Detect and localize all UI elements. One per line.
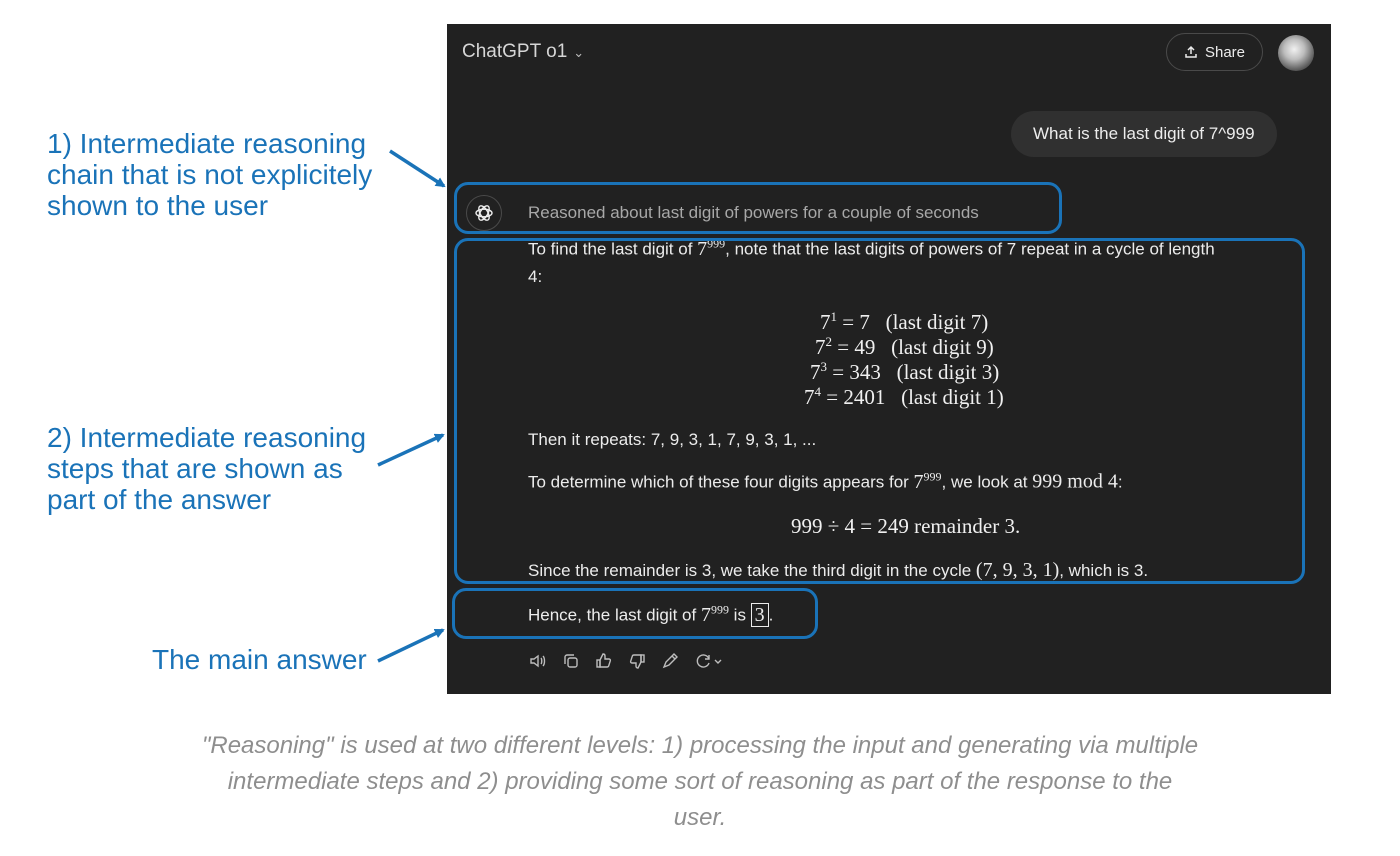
hence-text-2: is	[728, 605, 751, 625]
eq-base: 7	[804, 385, 815, 409]
eq-note: (last digit 7)	[885, 310, 989, 334]
highlight-shown-reasoning	[454, 238, 1305, 584]
determine-base: 7	[913, 470, 924, 493]
eq-base: 7	[815, 335, 826, 359]
eq-base: 7	[820, 310, 831, 334]
highlight-main-answer	[452, 588, 818, 639]
intro-exp: 999	[707, 236, 726, 250]
intro-base: 7	[697, 237, 708, 260]
determine-colon: :	[1117, 472, 1123, 492]
highlight-hidden-reasoning	[454, 182, 1062, 234]
since-text-2: , which is 3.	[1059, 561, 1149, 580]
hence-text: Hence, the last digit of	[528, 605, 701, 625]
eq-rhs: = 49	[837, 335, 876, 359]
annotation-hidden-reasoning: 1) Intermediate reasoning chain that is not explicitely shown to the user	[47, 128, 373, 221]
thumbs-up-icon[interactable]	[594, 651, 614, 671]
eq-note: (last digit 9)	[891, 335, 994, 359]
since-text: Since the remainder is 3, we take the third digit in the cycle	[528, 561, 976, 580]
eq-note: (last digit 1)	[901, 385, 1004, 409]
chevron-down-icon: ⌄	[573, 45, 585, 60]
eq-rhs: = 7	[842, 310, 870, 334]
intro-text-2: , note that the last digits of powers of 7 repeat in a cycle of length	[725, 239, 1215, 259]
share-icon	[1184, 45, 1198, 59]
determine-text-2: , we look at	[941, 472, 1033, 492]
read-aloud-icon[interactable]	[528, 651, 548, 671]
eq-base: 7	[810, 360, 821, 384]
arrow-2	[378, 435, 443, 465]
hence-exp: 999	[710, 602, 729, 616]
answer-intro-cont: 4:	[528, 267, 543, 286]
share-label: Share	[1204, 43, 1246, 61]
eq-exp: 3	[820, 359, 827, 374]
hence-period: .	[768, 605, 774, 625]
annotation-main-answer: The main answer	[152, 644, 367, 675]
eq-exp: 2	[825, 334, 832, 349]
arrow-3	[378, 630, 443, 661]
regenerate-icon[interactable]	[693, 651, 727, 671]
thumbs-down-icon[interactable]	[627, 651, 647, 671]
intro-text: To find the last digit of	[528, 239, 698, 259]
boxed-answer: 3	[751, 603, 769, 627]
edit-icon[interactable]	[660, 651, 680, 671]
hence-base: 7	[700, 603, 711, 626]
reasoning-summary[interactable]: Reasoned about last digit of powers for a couple of seconds	[528, 203, 979, 222]
since-cycle: (7, 9, 3, 1)	[975, 559, 1060, 581]
eq-note: (last digit 3)	[896, 360, 1000, 384]
share-button[interactable]	[1166, 33, 1263, 71]
copy-icon[interactable]	[561, 651, 581, 671]
eq-rhs: = 343	[832, 360, 881, 384]
user-message: What is the last digit of 7^999	[1011, 111, 1277, 157]
repeat-line: Then it repeats: 7, 9, 3, 1, 7, 9, 3, 1, ...	[528, 430, 817, 449]
eq-rhs: = 2401	[826, 385, 886, 409]
determine-exp: 999	[923, 469, 942, 483]
annotation-shown-reasoning: 2) Intermediate reasoning steps that are shown as part of the answer	[47, 422, 367, 515]
message-actions	[528, 650, 727, 672]
top-bar	[447, 24, 1331, 84]
eq-exp: 1	[830, 309, 837, 324]
figure-caption: "Reasoning" is used at two different levels: 1) processing the input and generating via multiple intermediate steps and 2) providing some sort of reasoning as part of the response to the user.	[201, 732, 1199, 831]
model-selector[interactable]	[462, 41, 584, 63]
avatar[interactable]	[1278, 35, 1314, 71]
determine-text: To determine which of these four digits appears for	[528, 472, 914, 492]
division-equation: 999 ÷ 4 = 249 remainder 3.	[791, 514, 1021, 538]
eq-exp: 4	[814, 384, 821, 399]
model-label: ChatGPT o1	[462, 41, 568, 62]
determine-mod: 999 mod 4	[1032, 470, 1118, 493]
